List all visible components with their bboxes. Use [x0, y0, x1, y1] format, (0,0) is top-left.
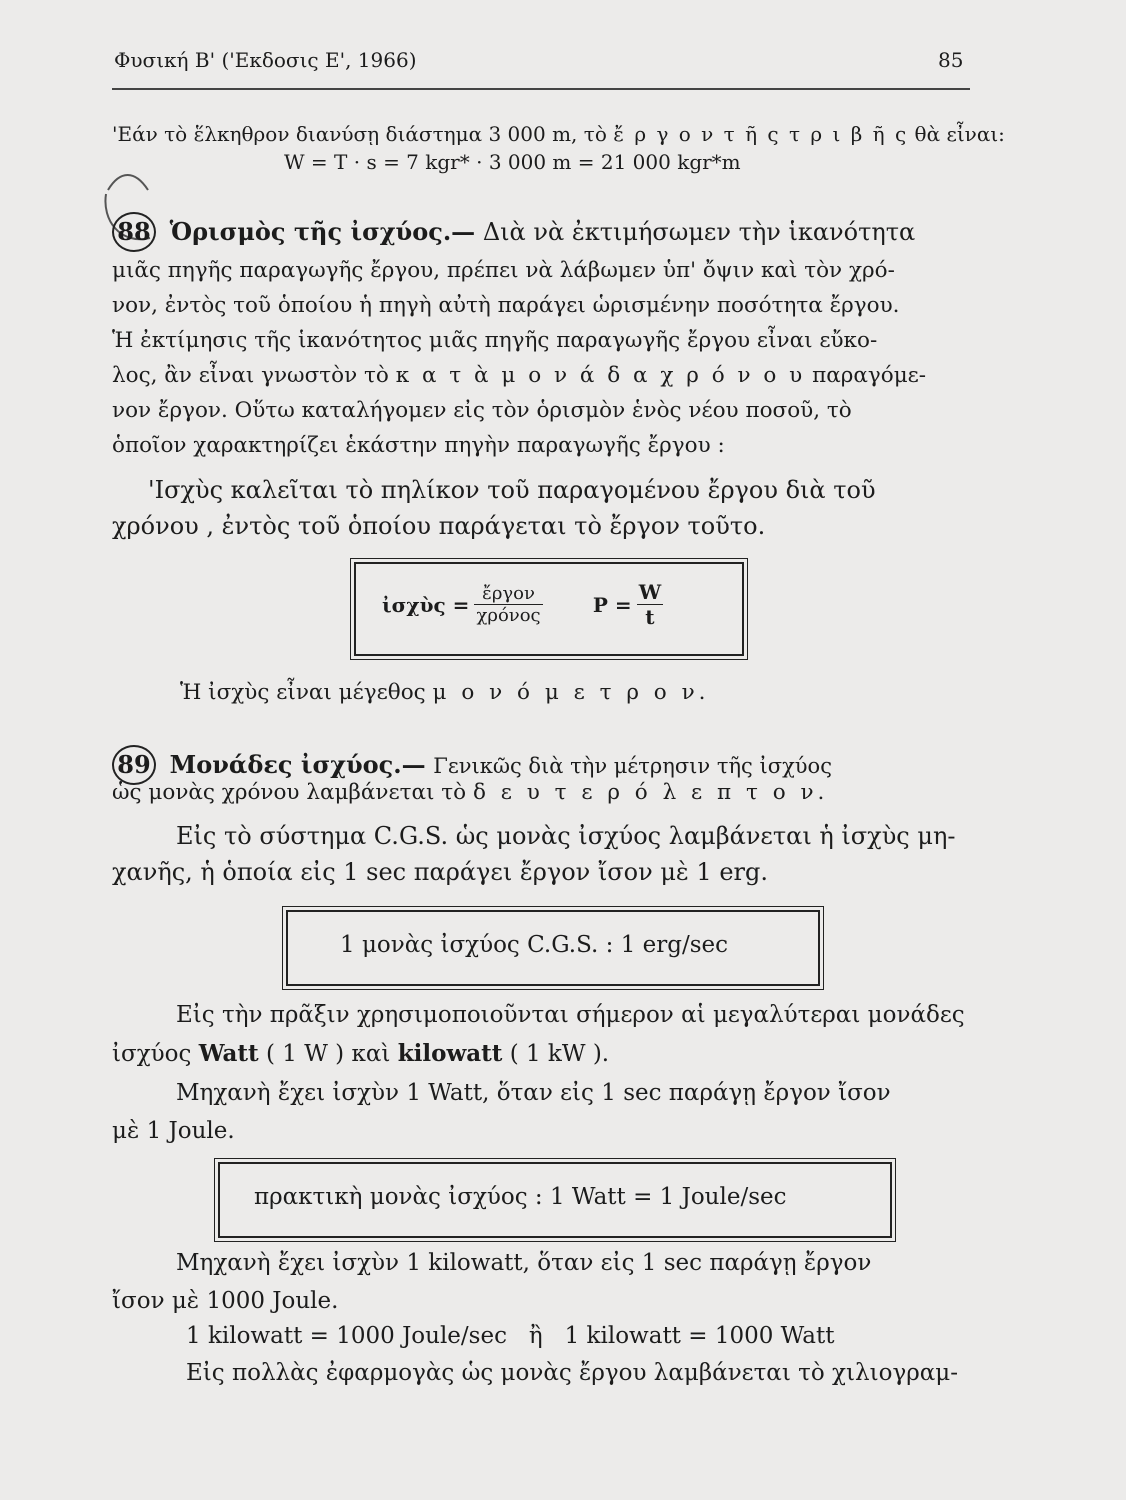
section-89-line2 [112, 780, 828, 805]
line5-start: λος, ἂν εἶναι γνωστὸν τὸ [112, 363, 389, 388]
section-88-line7: ὁποῖον χαρακτηρίζει ἑκάστην πηγὴν παραγωγῆς ἔργου : [112, 433, 725, 458]
section-88-line6: νον ἔργον. Οὕτω καταλήγομεν εἰς τὸν ὁρισμὸν ἑνὸς νέου ποσοῦ, τὸ [112, 398, 852, 423]
intro-text: 'Εάν τὸ ἕλκηθρον διανύσῃ διάστημα 3 000 m, τὸ [112, 122, 607, 146]
section-88-line3: νον, ἐντὸς τοῦ ὁποίου ἡ πηγὴ αὐτὴ παράγει ὡρισμένην ποσότητα ἔργου. [112, 293, 900, 318]
line5-end: παραγόμε- [812, 363, 927, 388]
kilowatt-definition-line1: Μηχανὴ ἔχει ἰσχὺν 1 kilowatt, ὅταν εἰς 1 sec παράγῃ ἔργον [176, 1250, 872, 1276]
last-line: Εἰς πολλὰς ἐφαρμογὰς ὡς μονὰς ἔργου λαμβάνεται τὸ χιλιογραμ- [186, 1360, 958, 1386]
section-88-line5 [112, 363, 926, 388]
practice-c: ( 1 W ) καὶ [265, 1041, 391, 1067]
section-89-line1: Γενικῶς διὰ τὴν μέτρησιν τῆς ἰσχύος [433, 754, 832, 778]
kilowatt-term: kilowatt [397, 1040, 503, 1067]
section-88-line1: Διὰ νὰ ἐκτιμήσωμεν τὴν ἱκανότητα [482, 218, 916, 246]
section-89-title: Μονάδες ἰσχύος.— [169, 750, 426, 779]
section-89-heading-line [112, 745, 832, 785]
cgs-unit-formula: 1 μονὰς ἰσχύος C.G.S. : 1 erg/sec [340, 932, 729, 958]
watt-definition-line2: μὲ 1 Joule. [112, 1118, 235, 1144]
header-rule [112, 88, 970, 90]
page-number: 85 [938, 48, 964, 72]
section-88-title: Ὁρισμὸς τῆς ἰσχύος.— [169, 217, 476, 246]
practice-a: ἰσχύος [112, 1041, 192, 1067]
scalar-spaced: μ ο ν ό μ ε τ ρ ο ν. [432, 680, 710, 705]
power-symbol-label: P = [592, 592, 632, 617]
line5-spaced: κ α τ ὰ μ ο ν ά δ α χ ρ ό ν ο υ [395, 363, 806, 388]
section-88-line2: μιᾶς πηγῆς παραγωγῆς ἔργου, πρέπει νὰ λάβωμεν ὑπ' ὄψιν καὶ τὸν χρό- [112, 258, 895, 283]
practical-units-line1: Εἰς τὴν πρᾶξιν χρησιμοποιοῦνται σήμερον αἱ μεγαλύτεραι μονάδες [176, 1002, 965, 1028]
section-88-number: 88 [112, 212, 156, 252]
watt-definition-line1: Μηχανὴ ἔχει ἰσχὺν 1 Watt, ὅταν εἰς 1 sec παράγῃ ἔργον ἴσον [176, 1080, 891, 1106]
intro-end: θὰ εἶναι: [914, 122, 1005, 146]
power-label: ἰσχὺς = [382, 592, 470, 617]
intro-spaced: ἔ ρ γ ο ν τ ῆ ς τ ρ ι β ῆ ς [613, 122, 909, 146]
cgs-unit-box [286, 910, 820, 986]
friction-work-formula: W = T · s = 7 kgr* · 3 000 m = 21 000 kgr*m [284, 150, 741, 174]
intro-line [112, 122, 1005, 146]
line2-spaced: δ ε υ τ ε ρ ό λ ε π τ ο ν. [472, 780, 829, 805]
power-definition-line1: 'Ισχὺς καλεῖται τὸ πηλίκον τοῦ παραγομένου ἔργου διὰ τοῦ [148, 476, 876, 504]
watt-term: Watt [198, 1040, 259, 1067]
section-89-number: 89 [112, 745, 156, 785]
cgs-unit-line1: Εἰς τὸ σύστημα C.G.S. ὡς μονὰς ἰσχύος λαμβάνεται ἡ ἰσχὺς μη- [176, 822, 956, 850]
running-header-title: Φυσική Β' ('Εκδοσις Ε', 1966) [114, 48, 417, 72]
power-fraction [474, 583, 542, 626]
scalar-statement [180, 680, 709, 705]
power-symbol-fraction [637, 580, 663, 629]
line2-start: ὡς μονὰς χρόνου λαμβάνεται τὸ [112, 780, 467, 805]
kilowatt-equivalence: 1 kilowatt = 1000 Joule/sec ἢ 1 kilowatt = 1000 Watt [186, 1323, 835, 1349]
symbol-numerator: W [638, 580, 662, 604]
practical-unit-box [218, 1162, 892, 1238]
kilowatt-definition-line2: ἴσον μὲ 1000 Joule. [112, 1288, 339, 1314]
symbol-denominator: t [637, 604, 663, 629]
practical-units-line2 [112, 1040, 609, 1067]
power-definition-line2: χρόνου , ἐντὸς τοῦ ὁποίου παράγεται τὸ ἔργον τοῦτο. [112, 512, 766, 540]
practical-unit-formula: πρακτικὴ μονὰς ἰσχύος : 1 Watt = 1 Joule/sec [254, 1184, 787, 1210]
fraction-denominator: χρόνος [476, 605, 541, 626]
power-formula [382, 580, 663, 629]
section-88-heading-line [112, 212, 915, 252]
practice-e: ( 1 kW ). [509, 1041, 610, 1067]
scalar-start: Ἡ ἰσχὺς εἶναι μέγεθος [180, 680, 426, 705]
section-88-line4: Ἡ ἐκτίμησις τῆς ἱκανότητος μιᾶς πηγῆς παραγωγῆς ἔργου εἶναι εὔκο- [112, 328, 878, 353]
cgs-unit-line2: χανῆς, ἡ ὁποία εἰς 1 sec παράγει ἔργον ἴσον μὲ 1 erg. [112, 858, 768, 886]
fraction-numerator: ἔργον [482, 583, 535, 604]
power-formula-box [354, 562, 744, 656]
